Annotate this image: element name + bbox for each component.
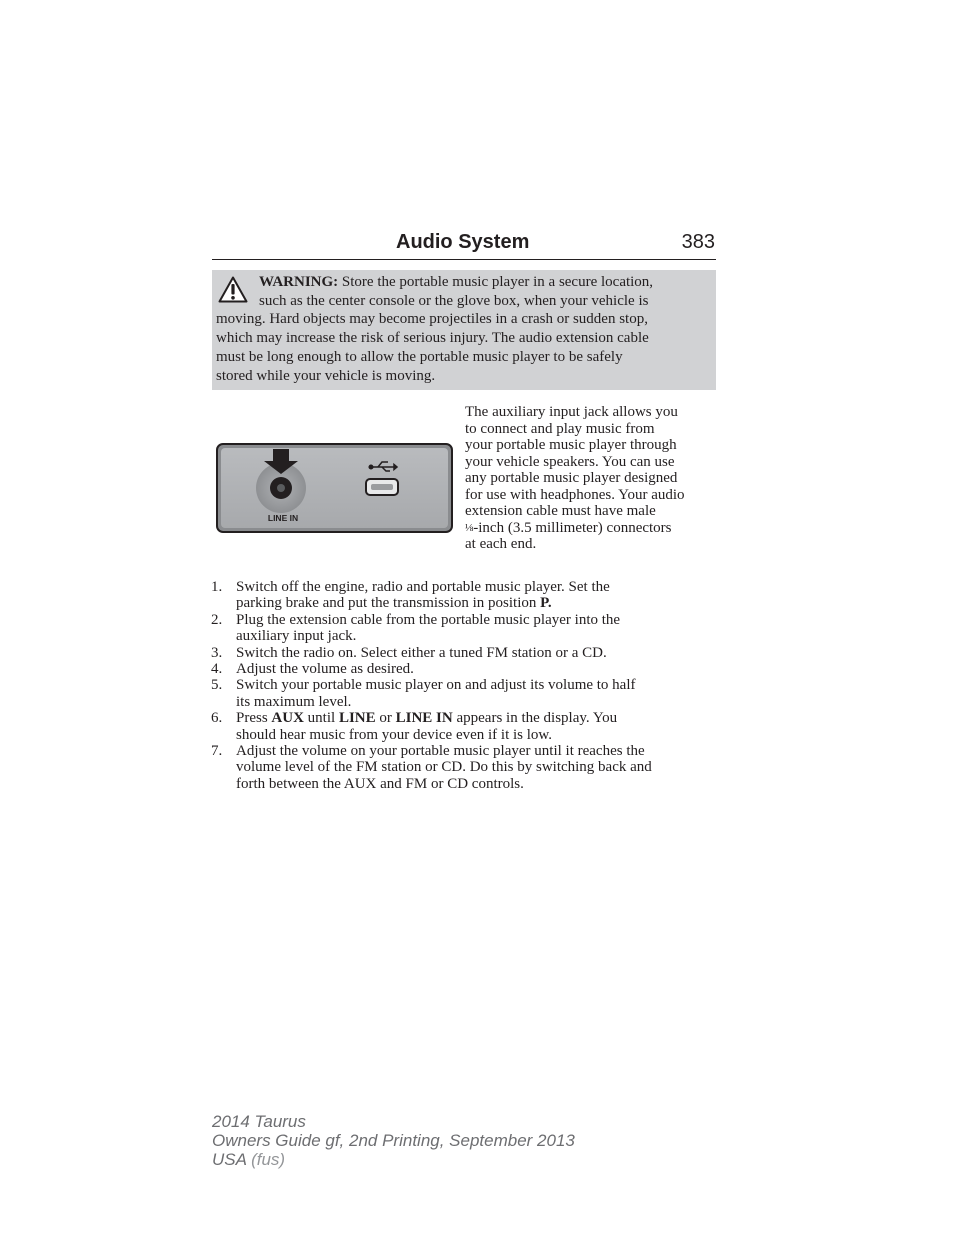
list-item: 7. Adjust the volume on your portable music player until it reaches the volume level of the FM station or CD. Do this by switching back and forth between the AUX and FM or CD controls. (211, 743, 652, 792)
warning-triangle-icon (218, 276, 248, 303)
page-header (212, 229, 716, 260)
fraction: ⅛ (465, 521, 474, 534)
warning-line-3: moving. Hard objects may become projectiles in a crash or sudden stop, (216, 311, 648, 328)
list-item: 5. Switch your portable music player on and adjust its volume to half its maximum level. (211, 677, 636, 710)
warning-line-2: such as the center console or the glove box, when your vehicle is (259, 292, 649, 309)
list-item: 6. Press AUX until LINE or LINE IN appears in the display. You should hear music from your device even if it is low. (211, 710, 618, 743)
page-footer (212, 1112, 712, 1169)
warning-label: WARNING: (259, 274, 339, 290)
warning-line-1: WARNING: Store the portable music player in a secure location, (259, 274, 654, 290)
aux-panel-figure (216, 442, 454, 534)
list-item: 2. Plug the extension cable from the portable music player into the auxiliary input jack. (211, 611, 621, 645)
warning-line-6: stored while your vehicle is moving. (216, 367, 436, 384)
section-title: Audio System (396, 231, 530, 253)
list-item: 3. Switch the radio on. Select either a tuned FM station or a CD. (211, 644, 607, 661)
warning-box (212, 270, 716, 390)
footer-market: USA (fus) (212, 1150, 286, 1169)
aux-input-description: The auxiliary input jack allows you to connect and play music from your portable music player through your vehicle speakers. You can use any portable music player designed for use with headphones. Your audio extension cable must have male ⅛-inch (3.5 millimeter) connectors at each end. (465, 404, 685, 552)
page-number: 383 (681, 231, 715, 253)
footer-edition: Owners Guide gf, 2nd Printing, September 2013 (212, 1131, 575, 1150)
warning-line-4: which may increase the risk of serious injury. The audio extension cable (216, 330, 649, 347)
steps-list (211, 579, 721, 792)
warning-line-5: must be long enough to allow the portable music player to be safely (216, 348, 623, 365)
usb-port-icon (366, 479, 398, 495)
list-item: 1. Switch off the engine, radio and portable music player. Set the parking brake and put the transmission in position P. (211, 579, 610, 612)
list-item: 4. Adjust the volume as desired. (211, 661, 414, 678)
footer-model: 2014 Taurus (212, 1112, 306, 1131)
jack-label: LINE IN (267, 513, 299, 523)
